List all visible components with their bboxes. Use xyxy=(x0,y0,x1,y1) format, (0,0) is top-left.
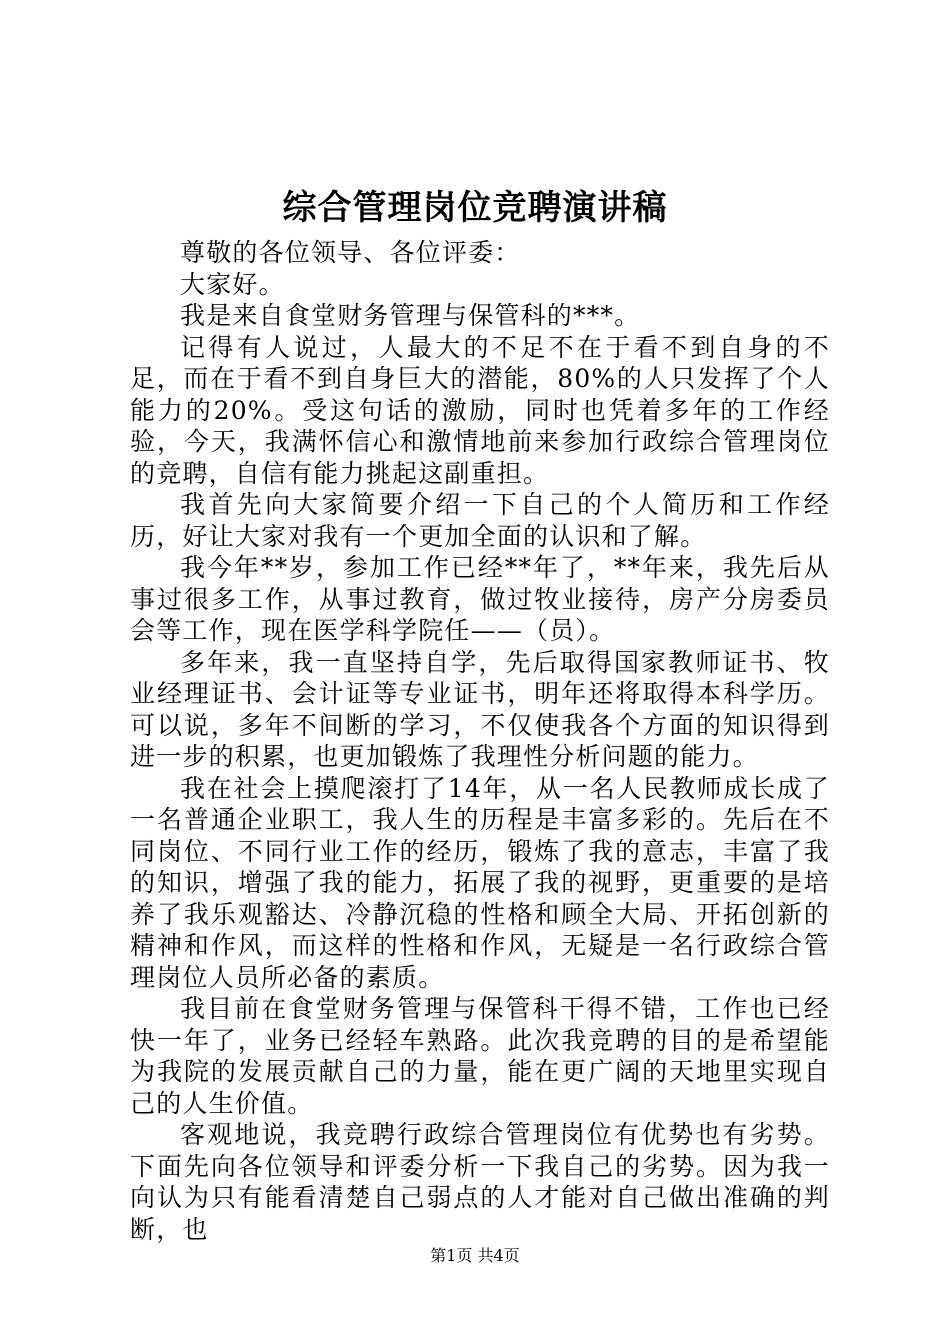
paragraph-work-history: 我今年**岁，参加工作已经**年了，**年来，我先后从事过很多工作，从事过教育，做过牧业接待，房产分房委员会等工作，现在医学科学院任——（员）。 xyxy=(130,553,830,645)
paragraph-analysis: 客观地说，我竞聘行政综合管理岗位有优势也有劣势。下面先向各位领导和评委分析一下我自己的劣势。因为我一向认为只有能看清楚自己弱点的人才能对自己做出准确的判断，也 xyxy=(130,1120,830,1244)
paragraph-greeting: 大家好。 xyxy=(180,269,285,299)
paragraph-experience: 我在社会上摸爬滚打了14年，从一名人民教师成长成了一名普通企业职工，我人生的历程是丰富多彩的。先后在不同岗位、不同行业工作的经历，锻炼了我的意志，丰富了我的知识，增强了我的能力，拓展了我的视野，更重要的是培养了我乐观豁达、冷静沉稳的性格和顾全大局、开拓创新的精神和作风，而这样的性格和作风，无疑是一名行政综合管理岗位人员所必备的素质。 xyxy=(130,773,830,992)
paragraph-introduction: 我是来自食堂财务管理与保管科的***。 xyxy=(180,301,641,330)
paragraph-salutation: 尊敬的各位领导、各位评委： xyxy=(180,238,521,267)
paragraph-motivation: 记得有人说过，人最大的不足不在于看不到自身的不足，而在于看不到自身巨大的潜能，80%的人只发挥了个人能力的20%。受这句话的激励，同时也凭着多年的工作经验，今天，我满怀信心和激情地前来参加行政综合管理岗位的竞聘，自信有能力挑起这副重担。 xyxy=(130,332,830,488)
paragraph-self-study: 多年来，我一直坚持自学，先后取得国家教师证书、牧业经理证书、会计证等专业证书，明年还将取得本科学历。可以说，多年不间断的学习，不仅使我各个方面的知识得到进一步的积累，也更加锻炼了我理性分析问题的能力。 xyxy=(130,647,830,771)
paragraph-current-role: 我目前在食堂财务管理与保管科干得不错，工作也已经快一年了，业务已经轻车熟路。此次我竞聘的目的是希望能为我院的发展贡献自己的力量，能在更广阔的天地里实现自己的人生价值。 xyxy=(130,994,830,1118)
paragraph-resume-intro: 我首先向大家简要介绍一下自己的个人简历和工作经历，好让大家对我有一个更加全面的认识和了解。 xyxy=(130,490,830,551)
document-body xyxy=(130,237,830,1245)
page-footer: 第1页 共4页 xyxy=(430,1246,520,1265)
document-title: 综合管理岗位竞聘演讲稿 xyxy=(282,188,668,228)
